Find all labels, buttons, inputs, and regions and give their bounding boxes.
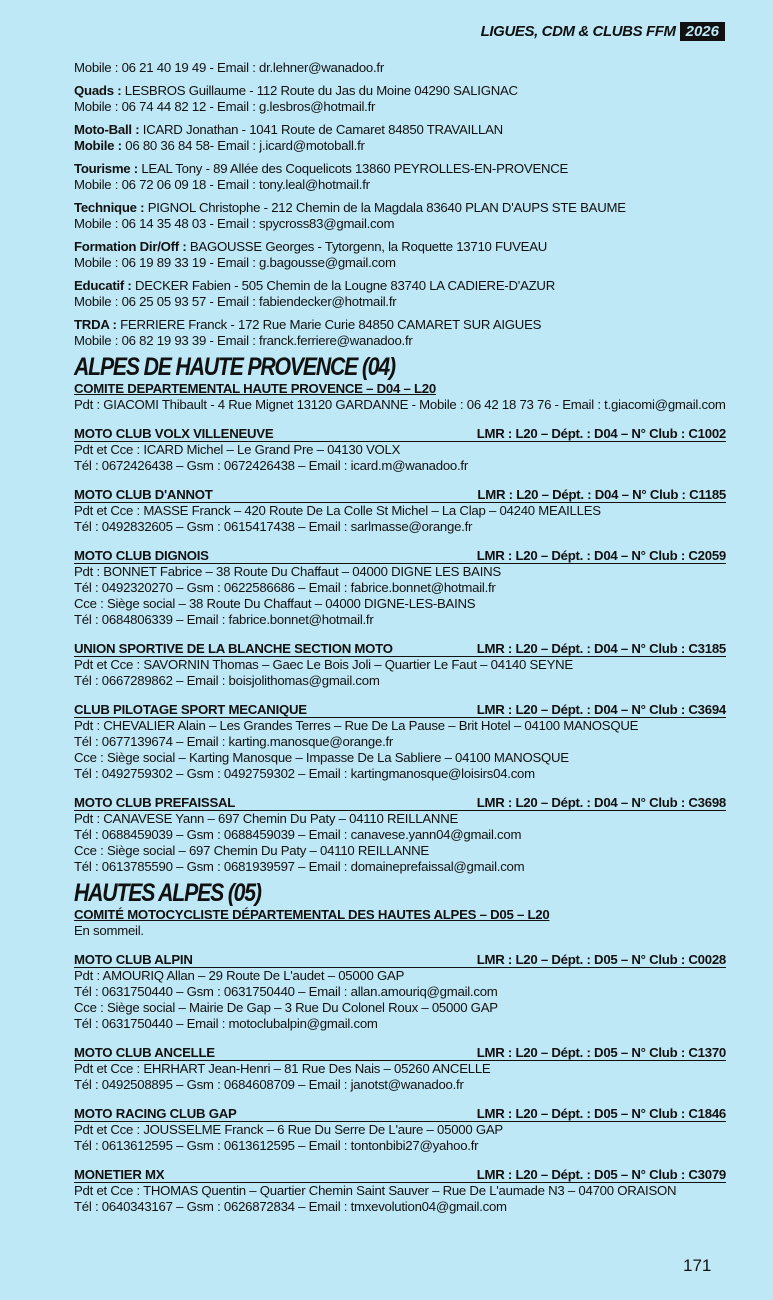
spacer [74, 1154, 726, 1167]
contact-line: Mobile : 06 21 40 19 49 - Email : dr.lehner@wanadoo.fr [74, 60, 384, 75]
club-info-line: Tél : 0613612595 – Gsm : 0613612595 – Email : tontonbibi27@yahoo.fr [74, 1138, 479, 1153]
contact-line: Mobile : 06 72 06 09 18 - Email : tony.leal@hotmail.fr [74, 177, 370, 192]
contact-detail: LEAL Tony - 89 Allée des Coquelicots 13860 PEYROLLES-EN-PROVENCE [137, 161, 569, 176]
contact-line: Mobile : 06 14 35 48 03 - Email : spycross83@gmail.com [74, 216, 395, 231]
spacer [74, 310, 726, 317]
club-code: LMR : L20 – Dépt. : D04 – N° Club : C3694 [476, 702, 726, 717]
club-info-line: Tél : 0677139674 – Email : karting.manosque@orange.fr [74, 734, 394, 749]
contact-line: Mobile : 06 74 44 82 12 - Email : g.lesbros@hotmail.fr [74, 99, 376, 114]
spacer [74, 413, 726, 426]
club-code: LMR : L20 – Dépt. : D05 – N° Club : C0028 [476, 952, 726, 967]
club-name: CLUB PILOTAGE SPORT MECANIQUE [74, 702, 307, 717]
spacer [74, 232, 726, 239]
club-info-line: Tél : 0640343167 – Gsm : 0626872834 – Email : tmxevolution04@gmail.com [74, 1199, 507, 1214]
spacer [74, 271, 726, 278]
club-header [74, 952, 726, 968]
page-number: 171 [683, 1256, 712, 1275]
spacer [74, 474, 726, 487]
header-year-badge: 2026 [680, 22, 725, 41]
club-name: MOTO RACING CLUB GAP [74, 1106, 237, 1121]
club-info-line: Pdt : CANAVESE Yann – 697 Chemin Du Paty – 04110 REILLANNE [74, 811, 459, 826]
club-info-line: Pdt et Cce : ICARD Michel – Le Grand Pre – 04130 VOLX [74, 442, 401, 457]
club-name: MOTO CLUB ALPIN [74, 952, 193, 967]
club-info-line: Tél : 0492832605 – Gsm : 0615417438 – Email : sarlmasse@orange.fr [74, 519, 473, 534]
club-header [74, 426, 726, 442]
spacer [74, 115, 726, 122]
contact-role-label: TRDA : [74, 317, 117, 332]
club-header [74, 1045, 726, 1061]
club-name: MOTO CLUB VOLX VILLENEUVE [74, 426, 274, 441]
spacer [74, 939, 726, 952]
club-info-line: Pdt et Cce : JOUSSELME Franck – 6 Rue Du Serre De L'aure – 05000 GAP [74, 1122, 503, 1137]
contact-role-label: Mobile : [74, 138, 122, 153]
club-info-line: Pdt et Cce : MASSE Franck – 420 Route De La Colle St Michel – La Clap – 04240 MEAILLES [74, 503, 601, 518]
club-info-line: Pdt et Cce : SAVORNIN Thomas – Gaec Le Bois Joli – Quartier Le Faut – 04140 SEYNE [74, 657, 573, 672]
spacer [74, 1093, 726, 1106]
committee-title: COMITE DEPARTEMENTAL HAUTE PROVENCE – D04 – L20 [74, 381, 436, 396]
contact-line [74, 200, 726, 216]
spacer [74, 1032, 726, 1045]
club-header [74, 1167, 726, 1183]
contact-detail: 06 80 36 84 58- Email : j.icard@motoball.fr [121, 138, 365, 153]
club-info-line: Pdt : BONNET Fabrice – 38 Route Du Chaffaut – 04000 DIGNE LES BAINS [74, 564, 501, 579]
spacer [74, 76, 726, 83]
contact-role-label: Formation Dir/Off : [74, 239, 187, 254]
club-code: LMR : L20 – Dépt. : D04 – N° Club : C3185 [476, 641, 726, 656]
club-info-line: Tél : 0688459039 – Gsm : 0688459039 – Email : canavese.yann04@gmail.com [74, 827, 522, 842]
club-info-line: Cce : Siège social – 697 Chemin Du Paty – 04110 REILLANNE [74, 843, 429, 858]
committee-line: En sommeil. [74, 923, 144, 938]
club-info-line: Tél : 0667289862 – Email : boisjolithomas@gmail.com [74, 673, 380, 688]
club-name: UNION SPORTIVE DE LA BLANCHE SECTION MOTO [74, 641, 393, 656]
contact-detail: BAGOUSSE Georges - Tytorgenn, la Roquette 13710 FUVEAU [186, 239, 548, 254]
club-header [74, 702, 726, 718]
club-code: LMR : L20 – Dépt. : D05 – N° Club : C1846 [476, 1106, 726, 1121]
club-info-line: Pdt et Cce : THOMAS Quentin – Quartier Chemin Saint Sauver – Rue De L'aumade N3 – 04700 ORAISON [74, 1183, 677, 1198]
spacer [74, 193, 726, 200]
club-header [74, 548, 726, 564]
contact-detail: FERRIERE Franck - 172 Rue Marie Curie 84850 CAMARET SUR AIGUES [116, 317, 542, 332]
club-info-line: Cce : Siège social – Mairie De Gap – 3 Rue Du Colonel Roux – 05000 GAP [74, 1000, 498, 1015]
contact-line: Mobile : 06 19 89 33 19 - Email : g.bagousse@gmail.com [74, 255, 396, 270]
club-code: LMR : L20 – Dépt. : D04 – N° Club : C1002 [476, 426, 726, 441]
section-title: ALPES DE HAUTE PROVENCE (04) [74, 353, 395, 381]
club-name: MONETIER MX [74, 1167, 165, 1182]
club-code: LMR : L20 – Dépt. : D04 – N° Club : C2059 [476, 548, 726, 563]
club-info-line: Pdt : CHEVALIER Alain – Les Grandes Terres – Rue De La Pause – Brit Hotel – 04100 MANOSQUE [74, 718, 639, 733]
club-code: LMR : L20 – Dépt. : D04 – N° Club : C1185 [477, 487, 726, 502]
contact-role-label: Quads : [74, 83, 122, 98]
spacer [74, 154, 726, 161]
section-title: HAUTES ALPES (05) [74, 879, 261, 907]
club-info-line: Tél : 0672426438 – Gsm : 0672426438 – Email : icard.m@wanadoo.fr [74, 458, 468, 473]
club-info-line: Tél : 0613785590 – Gsm : 0681939597 – Email : domaineprefaissal@gmail.com [74, 859, 525, 874]
club-info-line: Tél : 0492320270 – Gsm : 0622586686 – Email : fabrice.bonnet@hotmail.fr [74, 580, 496, 595]
contact-detail: DECKER Fabien - 505 Chemin de la Lougne 83740 LA CADIERE-D'AZUR [131, 278, 555, 293]
contact-line [74, 122, 726, 138]
contact-line: Mobile : 06 25 05 93 57 - Email : fabiendecker@hotmail.fr [74, 294, 397, 309]
spacer [74, 628, 726, 641]
contact-line [74, 317, 726, 333]
club-name: MOTO CLUB D'ANNOT [74, 487, 213, 502]
committee-title: COMITÉ MOTOCYCLISTE DÉPARTEMENTAL DES HAUTES ALPES – D05 – L20 [74, 907, 550, 922]
club-info-line: Tél : 0631750440 – Email : motoclubalpin@gmail.com [74, 1016, 378, 1031]
club-header [74, 1106, 726, 1122]
club-info-line: Cce : Siège social – 38 Route Du Chaffaut – 04000 DIGNE-LES-BAINS [74, 596, 476, 611]
club-header [74, 487, 726, 503]
contact-line: Mobile : 06 82 19 93 39 - Email : franck.ferriere@wanadoo.fr [74, 333, 413, 348]
club-info-line: Tél : 0684806339 – Email : fabrice.bonnet@hotmail.fr [74, 612, 374, 627]
club-info-line: Tél : 0492508895 – Gsm : 0684608709 – Email : janotst@wanadoo.fr [74, 1077, 464, 1092]
club-info-line: Pdt et Cce : EHRHART Jean-Henri – 81 Rue Des Nais – 05260 ANCELLE [74, 1061, 491, 1076]
contact-detail: LESBROS Guillaume - 112 Route du Jas du Moine 04290 SALIGNAC [121, 83, 518, 98]
contact-detail: PIGNOL Christophe - 212 Chemin de la Magdala 83640 PLAN D'AUPS STE BAUME [144, 200, 626, 215]
header-title: LIGUES, CDM & CLUBS FFM [480, 23, 676, 40]
contact-role-label: Technique : [74, 200, 145, 215]
contact-line [74, 83, 726, 99]
spacer [74, 689, 726, 702]
club-name: MOTO CLUB DIGNOIS [74, 548, 209, 563]
page-header [481, 22, 725, 41]
club-header [74, 795, 726, 811]
club-info-line: Pdt : AMOURIQ Allan – 29 Route De L'audet – 05000 GAP [74, 968, 405, 983]
club-code: LMR : L20 – Dépt. : D05 – N° Club : C1370 [476, 1045, 726, 1060]
club-code: LMR : L20 – Dépt. : D04 – N° Club : C3698 [476, 795, 726, 810]
contact-role-label: Tourisme : [74, 161, 138, 176]
contact-detail: ICARD Jonathan - 1041 Route de Camaret 84850 TRAVAILLAN [139, 122, 503, 137]
committee-line: Pdt : GIACOMI Thibault - 4 Rue Mignet 13120 GARDANNE - Mobile : 06 42 18 73 76 - Email : t.giacomi@gmail.com [74, 397, 726, 412]
contact-line [74, 161, 726, 177]
club-header [74, 641, 726, 657]
club-info-line: Cce : Siège social – Karting Manosque – Impasse De La Sabliere – 04100 MANOSQUE [74, 750, 569, 765]
contact-line [74, 278, 726, 294]
contact-line [74, 239, 726, 255]
club-code: LMR : L20 – Dépt. : D05 – N° Club : C3079 [476, 1167, 726, 1182]
spacer [74, 782, 726, 795]
club-info-line: Tél : 0492759302 – Gsm : 0492759302 – Email : kartingmanosque@loisirs04.com [74, 766, 535, 781]
contact-role-label: Educatif : [74, 278, 132, 293]
club-info-line: Tél : 0631750440 – Gsm : 0631750440 – Email : allan.amouriq@gmail.com [74, 984, 498, 999]
club-name: MOTO CLUB ANCELLE [74, 1045, 215, 1060]
directory-content [74, 60, 726, 1215]
spacer [74, 535, 726, 548]
contact-line [74, 138, 726, 154]
club-name: MOTO CLUB PREFAISSAL [74, 795, 236, 810]
contact-role-label: Moto-Ball : [74, 122, 140, 137]
